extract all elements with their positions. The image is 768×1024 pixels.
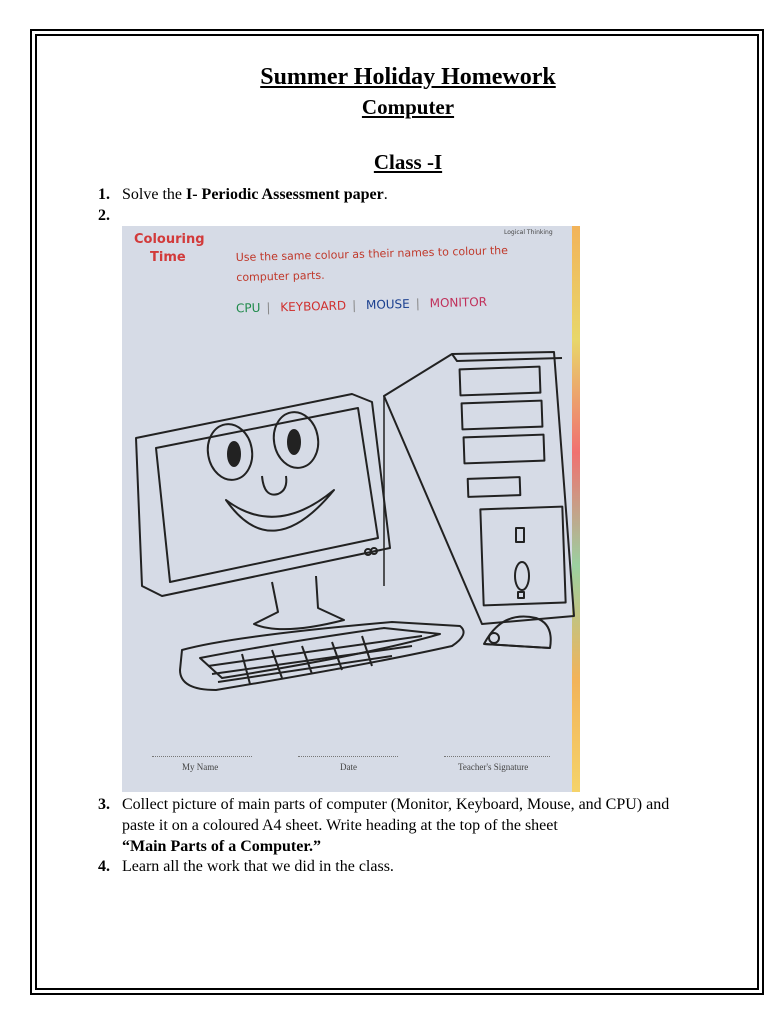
footer-date: Date [340, 762, 357, 772]
item-number: 3. [98, 796, 110, 813]
worksheet-photo [122, 226, 580, 792]
list-item-1 [98, 184, 388, 205]
item-number: 2. [98, 207, 110, 224]
monitor [136, 394, 390, 596]
page-title: Summer Holiday Homework [260, 64, 556, 90]
footer-my-name: My Name [182, 762, 219, 772]
name-line [152, 756, 252, 757]
label-monitor: MONITOR [429, 294, 488, 311]
list-item-4 [98, 856, 394, 877]
label-cpu: CPU [235, 300, 261, 316]
label-mouse: MOUSE [365, 296, 410, 312]
logical-thinking-tag: Logical Thinking [504, 229, 553, 236]
label-keyboard: KEYBOARD [280, 298, 347, 315]
worksheet-instruction: Use the same colour as their names to colour the computer parts. [235, 243, 509, 285]
colouring-time-badge: Colouring Time [134, 232, 205, 265]
item-text: Learn all the work that we did in the class. [122, 858, 394, 875]
date-line [298, 756, 398, 757]
signature-line [444, 756, 550, 757]
class-heading: Class -I [373, 150, 443, 174]
part-labels: CPU | KEYBOARD | MOUSE | MONITOR [235, 294, 488, 316]
item-number: 4. [98, 858, 110, 875]
subject-heading: Computer [361, 95, 455, 119]
footer-teacher-signature: Teacher's Signature [458, 762, 529, 772]
cpu-tower [384, 352, 574, 624]
item-text: Solve the I- Periodic Assessment paper. [122, 186, 388, 203]
item-text: Collect picture of main parts of computer (Monitor, Keyboard, Mouse, and CPU) and paste it on a coloured A4 sheet. Write heading at the top of the sheet “Main Parts of a Computer.” [122, 796, 670, 855]
list-item-3 [98, 794, 670, 855]
computer-drawing [122, 226, 580, 792]
item-number: 1. [98, 186, 110, 203]
list-item-2 [98, 205, 122, 226]
